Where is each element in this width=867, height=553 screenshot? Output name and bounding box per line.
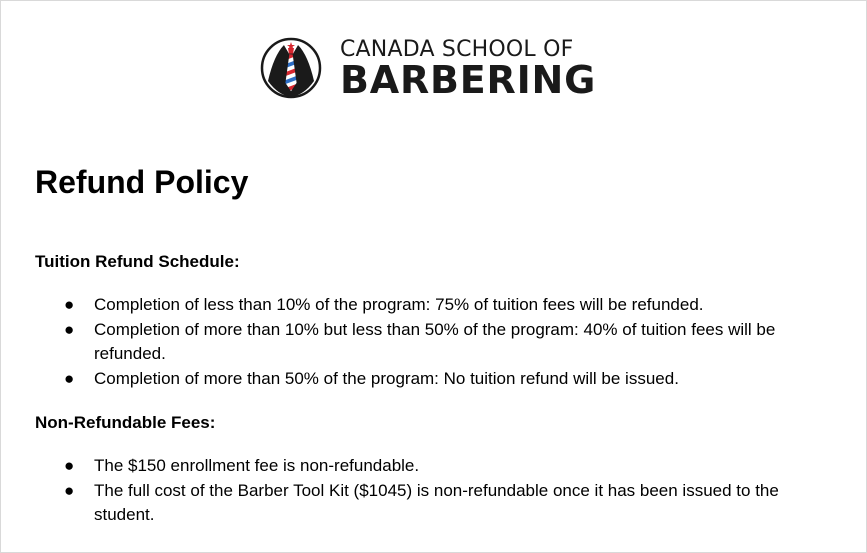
list-item-text: Completion of more than 10% but less than 50% of the program: 40% of tuition fees will be refunded. [94, 319, 776, 363]
bullet-icon: ● [64, 319, 75, 339]
fees-list [35, 454, 815, 528]
school-logo [260, 36, 596, 100]
tuition-heading: Tuition Refund Schedule: [35, 252, 240, 271]
bullet-icon: ● [64, 456, 75, 475]
list-item-text: The $150 enrollment fee is non-refundable. [94, 456, 420, 475]
list-item-text: Completion of more than 50% of the program: No tuition refund will be issued. [94, 368, 679, 388]
list-item-text: The full cost of the Barber Tool Kit ($1045) is non-refundable once it has been issued to the student. [94, 480, 779, 524]
fees-heading: Non-Refundable Fees: [35, 413, 216, 432]
logo-line-1: CANADA SCHOOL OF [340, 37, 574, 62]
logo-wordmark [340, 37, 597, 102]
page-title: Refund Policy [35, 164, 249, 200]
list-item-text: Completion of less than 10% of the program: 75% of tuition fees will be refunded. [94, 295, 704, 314]
barber-tie-logo-icon [260, 37, 322, 99]
bullet-icon: ● [64, 368, 75, 388]
list-item [35, 318, 815, 367]
list-item [35, 454, 815, 479]
tuition-list [35, 293, 815, 391]
list-item [35, 479, 815, 528]
list-item [35, 367, 815, 392]
bullet-icon: ● [64, 480, 75, 500]
bullet-icon: ● [64, 295, 75, 314]
logo-line-2: BARBERING [340, 58, 597, 102]
list-item [35, 293, 815, 318]
